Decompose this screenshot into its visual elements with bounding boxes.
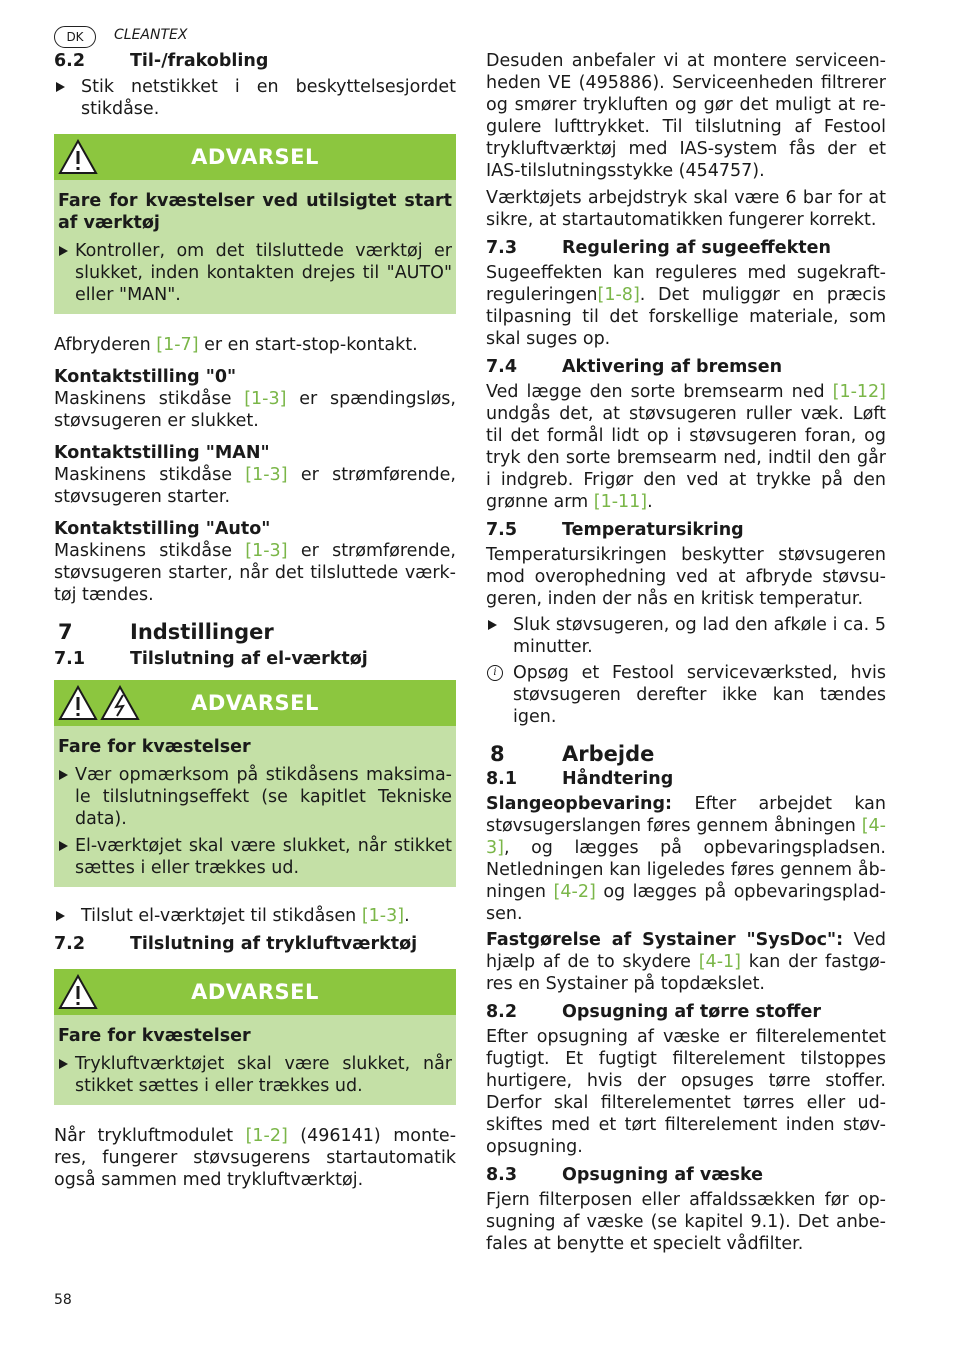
warning-label: ADVARSEL: [191, 980, 319, 1004]
warning-body: [54, 1015, 456, 1105]
warning-item: El-værktøjet skal være slukket, når stikket sættes i eller trækkes ud.: [58, 835, 452, 879]
warning-label: ADVARSEL: [191, 145, 319, 169]
figure-reference: [1-3]: [244, 389, 287, 409]
warning-box-2: [54, 680, 456, 887]
warning-item: Trykluftværktøjet skal være slukket, når stikket sættes i eller trækkes ud.: [58, 1053, 452, 1097]
warning-bar: [54, 969, 456, 1015]
section-7-5-info: i Opsøg et Festool serviceværksted, hvis støvsugeren derefter ikke kan tændes igen.: [486, 662, 886, 728]
section-7-4-heading: 7.4 Aktivering af bremsen: [486, 357, 783, 377]
section-8-2-heading: 8.2 Opsugning af tørre stoffer: [486, 1002, 821, 1022]
figure-reference: [4-1]: [698, 952, 741, 972]
section-7-1-bullet: Tilslut el-værktøjet til stikdåsen [1-3].: [54, 905, 456, 927]
section-7-5-bullet: Sluk støvsugeren, og lad den afkøle i ca. 5 minutter.: [486, 614, 886, 658]
figure-reference: [1-2]: [245, 1126, 288, 1146]
warning-body: [54, 726, 456, 887]
info-icon: i: [487, 665, 503, 681]
hose-storage-paragraph: Slangeopbevaring: Efter arbejdet kan støvsugerslangen føres gennem åbningen [4-3], og lægges på opbevaringspladsen. Netledningen kan ligeledes føres gennem åb-ningen [4-2] og lægges på opbevaringsplad-sen.: [486, 794, 886, 924]
figure-reference: [1-3]: [245, 465, 288, 485]
section-7-heading: 7 Indstillinger: [58, 620, 274, 644]
warning-body: [54, 180, 456, 314]
switch-paragraph: Afbryderen [1-7] er en start-stop-kontakt.: [54, 335, 418, 355]
warning-bar: [54, 680, 456, 726]
right-column: [486, 50, 886, 1255]
pressure-paragraph: Værktøjets arbejdstryk skal være 6 bar for at sikre, at startautomatikken fungerer korrekt.: [486, 188, 886, 230]
figure-reference: [4-2]: [553, 882, 596, 902]
section-6-2-bullet: Stik netstikket i en beskyttelsesjordet stikdåse.: [54, 76, 456, 120]
air-module-paragraph: Når trykluftmodulet [1-2] (496141) monte-res, fungerer støvsugerens startautomatik også sammen med trykluftværktøj.: [54, 1126, 457, 1190]
brand-name: CLEANTEX: [114, 27, 188, 43]
page-number: 58: [54, 1292, 72, 1308]
section-7-4-text: Ved lægge den sorte bremsearm ned [1-12] undgås det, at støvsugeren ruller væk. Løft til det formål lidt op i støvsugeren foran, og tryk den sorte bremsearm ned, indtil den går i indgreb. Frigør den ved at trykke på den grønne arm [1-11].: [486, 382, 886, 512]
switch-pos-auto-title: Kontaktstilling "Auto": [54, 519, 271, 539]
section-8-2-text: Efter opsugning af væske er filterelementet fugtigt. Et fugtigt filterelement tilstoppes hurtigere, hvis der opsuges tørre stoffer. Derfor skal filterelementet tørres eller ud-skiftes med et tørt filterelement inden støv-opsugning.: [486, 1027, 886, 1157]
section-7-5-text: Temperatursikringen beskytter støvsugeren mod overophedning ved at afbryde støvsu-geren, inden der nås en kritisk temperatur.: [486, 545, 886, 609]
figure-reference: [1-11]: [593, 492, 648, 512]
switch-pos-man-text: Maskinens stikdåse [1-3] er strømførende, støvsugeren starter.: [54, 465, 456, 507]
warning-box-3: [54, 969, 456, 1105]
switch-pos-auto-text: Maskinens stikdåse [1-3] er strømførende, støvsugeren starter, når det tilsluttede værk-tøj tændes.: [54, 541, 456, 605]
section-7-3-heading: 7.3 Regulering af sugeeffekten: [486, 238, 831, 258]
warning-label: ADVARSEL: [191, 691, 319, 715]
figure-reference: [4-3]: [486, 816, 886, 858]
figure-reference: [1-8]: [597, 285, 640, 305]
warning-heading: Fare for kvæstelser ved utilsigtet start af værktøj: [58, 191, 452, 233]
figure-reference: [1-12]: [832, 382, 886, 402]
section-7-2-heading: 7.2 Tilslutning af trykluftværktøj: [54, 934, 418, 954]
switch-pos-0-title: Kontaktstilling "0": [54, 367, 237, 387]
switch-pos-0-text: Maskinens stikdåse [1-3] er spændingsløs, støvsugeren er slukket.: [54, 389, 456, 431]
figure-reference: [1-3]: [361, 906, 405, 926]
figure-reference: [1-7]: [156, 335, 199, 355]
systainer-paragraph: Fastgørelse af Systainer "SysDoc": Ved hjælp af de to skydere [4-1] kan der fastgø-res en Systainer på topdækslet.: [486, 930, 886, 994]
section-8-1-heading: 8.1 Håndtering: [486, 769, 674, 789]
switch-pos-man-title: Kontaktstilling "MAN": [54, 443, 270, 463]
section-7-3-text: Sugeeffekten kan reguleres med sugekraft-reguleringen[1-8]. Det muliggør en præcis tilpasning til det forskellige materiale, som skal suges op.: [486, 263, 886, 349]
figure-reference: [1-3]: [245, 541, 288, 561]
section-8-3-text: Fjern filterposen eller affaldssækken før op-sugning af væske (se kapitel 9.1). Det anbe-fales at benytte et specielt vådfilter.: [486, 1190, 886, 1254]
service-unit-paragraph: Desuden anbefaler vi at montere serviceen-heden VE (495886). Serviceenheden filtrerer og smører trykluften og gør det muligt at re-gulere lufttrykket. Til tilslutning af Festool trykluftværktøj med IAS-system fås der et IAS-tilslutningsstykke (454757).: [486, 51, 886, 181]
section-6-2-heading: 6.2 Til-/frakobling: [54, 51, 269, 71]
language-badge: DK: [54, 26, 96, 48]
warning-heading: Fare for kvæstelser: [58, 1026, 251, 1046]
section-8-heading: 8 Arbejde: [490, 742, 655, 766]
warning-box-1: [54, 134, 456, 314]
left-column: [54, 50, 456, 1191]
warning-bar: [54, 134, 456, 180]
section-7-5-heading: 7.5 Temperatursikring: [486, 520, 744, 540]
section-8-3-heading: 8.3 Opsugning af væske: [486, 1165, 764, 1185]
warning-item: Kontroller, om det tilsluttede værktøj er slukket, inden kontakten drejes til "AUTO" eller "MAN".: [58, 240, 452, 306]
warning-item: Vær opmærksom på stikdåsens maksima-le tilslutningseffekt (se kapitlet Tekniske data).: [58, 764, 452, 830]
section-7-1-heading: 7.1 Tilslutning af el-værktøj: [54, 649, 368, 669]
warning-heading: Fare for kvæstelser: [58, 737, 251, 757]
